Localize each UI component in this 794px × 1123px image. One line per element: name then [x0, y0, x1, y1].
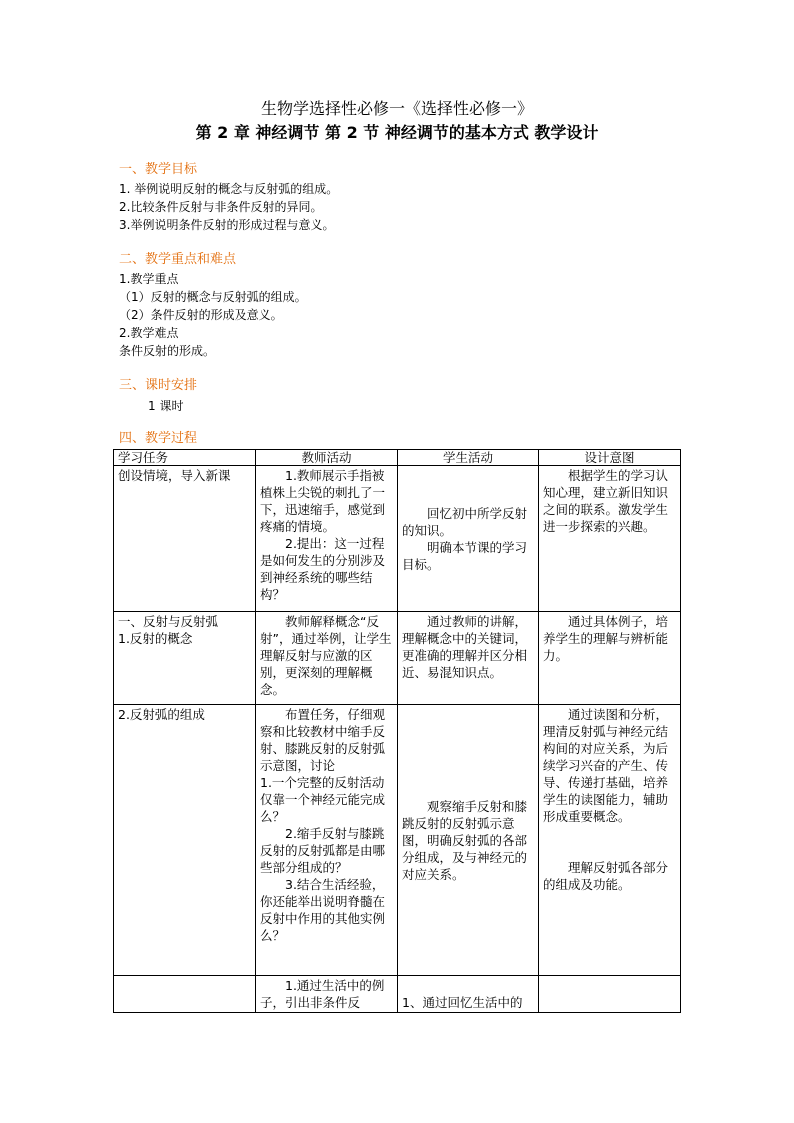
- goals-heading: 一、教学目标: [119, 162, 198, 177]
- key-line: （1）反射的概念与反射弧的组成。: [119, 290, 307, 304]
- cell-teacher: 教师解释概念“反射”，通过举例，让学生理解反射与应激的区别，更深刻的理解概念。: [256, 612, 398, 705]
- table-row: [114, 612, 681, 705]
- table-header-row: [114, 450, 681, 466]
- process-heading: 四、教学过程: [119, 431, 198, 446]
- header-task: 学习任务: [114, 450, 256, 466]
- goal-item: 3.举例说明条件反射的形成过程与意义。: [119, 218, 335, 232]
- header-intent: 设计意图: [539, 450, 681, 466]
- cell-task: 一、反射与反射弧 1.反射的概念: [114, 612, 256, 705]
- cell-teacher: 1.教师展示手指被植株上尖锐的刺扎了一下，迅速缩手，感觉到疼痛的情境。 2.提出：这一过程是如何发生的分别涉及到神经系统的哪些结构？: [256, 466, 398, 612]
- header-teacher: 教师活动: [256, 450, 398, 466]
- cell-intent: 根据学生的学习认知心理，建立新旧知识之间的联系。激发学生进一步探索的兴趣。: [539, 466, 681, 612]
- table-row: [114, 976, 681, 1013]
- cell-intent: 通过具体例子，培养学生的理解与辨析能力。: [539, 612, 681, 705]
- cell-student: 观察缩手反射和膝跳反射的反射弧示意图，明确反射弧的各部分组成，及与神经元的对应关系。: [398, 705, 539, 976]
- cell-intent: [539, 976, 681, 1013]
- goal-item: 2.比较条件反射与非条件反射的异同。: [119, 200, 323, 214]
- key-line: 1.教学重点: [119, 272, 179, 286]
- teaching-process-table: [113, 449, 681, 1013]
- table-row: [114, 705, 681, 976]
- cell-student: 1、通过回忆生活中的: [398, 976, 539, 1013]
- schedule-heading: 三、课时安排: [119, 378, 198, 393]
- key-line: （2）条件反射的形成及意义。: [119, 308, 283, 322]
- cell-intent: 通过读图和分析，理清反射弧与神经元结构间的对应关系，为后续学习兴奋的产生、传导、传递打基础，培养学生的读图能力，辅助形成重要概念。 理解反射弧各部分的组成及功能。: [539, 705, 681, 976]
- schedule-value: 1 课时: [148, 399, 184, 413]
- key-line: 条件反射的形成。: [119, 344, 216, 358]
- header-student: 学生活动: [398, 450, 539, 466]
- cell-student: 通过教师的讲解，理解概念中的关键词，更准确的理解并区分相近、易混知识点。: [398, 612, 539, 705]
- key-heading: 二、教学重点和难点: [119, 252, 237, 267]
- document-title: 生物学选择性必修一《选择性必修一》: [260, 99, 533, 118]
- cell-task: 2.反射弧的组成: [114, 705, 256, 976]
- cell-task: 创设情境，导入新课: [114, 466, 256, 612]
- cell-teacher: 布置任务，仔细观察和比较教材中缩手反射、膝跳反射的反射弧示意图，讨论 1.一个完整的反射活动仅靠一个神经元能完成么？ 2.缩手反射与膝跳反射的反射弧都是由哪些部分组成的？ 3.结合生活经验，你还能举出说明脊髓在反射中作用的其他实例么？: [256, 705, 398, 976]
- cell-student: 回忆初中所学反射的知识。 明确本节课的学习目标。: [398, 466, 539, 612]
- cell-teacher: 1.通过生活中的例子，引出非条件反: [256, 976, 398, 1013]
- goal-item: 1. 举例说明反射的概念与反射弧的组成。: [119, 182, 339, 196]
- key-line: 2.教学难点: [119, 326, 179, 340]
- document-subtitle: 第 2 章 神经调节 第 2 节 神经调节的基本方式 教学设计: [195, 123, 599, 142]
- cell-task: [114, 976, 256, 1013]
- table-row: [114, 466, 681, 612]
